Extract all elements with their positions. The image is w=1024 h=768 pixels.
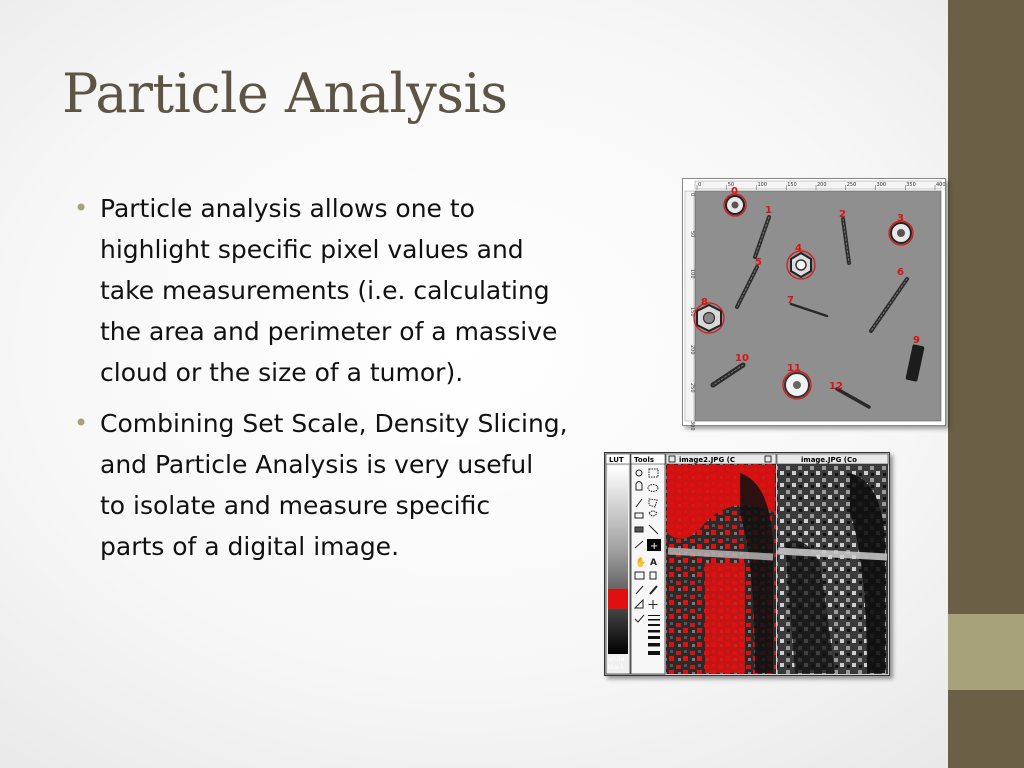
bullet-list — [72, 188, 612, 577]
ruler-label: 300 — [689, 421, 695, 431]
particle-label: 1 — [765, 205, 772, 216]
slide-title: Particle Analysis — [62, 62, 508, 125]
ruler-label: 50 — [689, 231, 695, 238]
particle-label: 5 — [755, 257, 762, 268]
bullet-line: Combining Set Scale, Density Slicing, — [100, 409, 568, 438]
particle-label: 8 — [701, 297, 708, 308]
ruler-label: 150 — [689, 307, 695, 317]
particle-washer — [785, 373, 809, 397]
ruler-label: 150 — [787, 182, 797, 188]
bullet-item — [72, 188, 612, 393]
bullet-text — [100, 403, 612, 567]
particle-image — [683, 179, 946, 431]
decorative-accent-square — [948, 614, 1024, 690]
window1-title: image2.JPG (C — [679, 456, 735, 464]
ruler-label: 100 — [689, 269, 695, 279]
bullet-dot-icon: • — [74, 409, 89, 437]
hand-tool-icon[interactable]: ✋ — [635, 558, 647, 568]
bullet-line: cloud or the size of a tumor). — [100, 358, 464, 387]
particle-analysis-figure — [682, 178, 946, 431]
ruler-label: 0 — [698, 182, 702, 188]
lut-label: LUT — [609, 456, 624, 464]
bullet-line: highlight specific pixel values and — [100, 235, 524, 264]
crosshair-tool-icon[interactable]: + — [650, 541, 659, 552]
particle-label: 7 — [787, 295, 794, 306]
bullet-item — [72, 403, 612, 567]
bullet-line: parts of a digital image. — [100, 532, 400, 561]
ruler-label: 200 — [689, 345, 695, 355]
fill-tool-icon[interactable] — [635, 527, 643, 532]
tools-label: Tools — [634, 456, 655, 464]
image-window-2 — [777, 454, 888, 674]
bullet-line: Particle analysis allows one to — [100, 194, 475, 223]
decorative-side-band — [948, 0, 1024, 768]
imagej-screenshot-figure — [604, 452, 890, 676]
lut-black-label: black — [608, 664, 624, 671]
tools-panel — [631, 454, 665, 674]
particle-label: 12 — [829, 381, 843, 392]
ruler-label: 0 — [689, 193, 695, 197]
image-window-1 — [666, 454, 776, 674]
ruler-label: 250 — [846, 182, 857, 188]
particle-label: 9 — [913, 335, 920, 346]
lut-white-label: white — [608, 656, 625, 663]
particle-label: 4 — [795, 243, 802, 254]
particle-washer — [891, 223, 911, 243]
particle-label: 2 — [839, 209, 846, 220]
particle-label: 11 — [787, 363, 801, 374]
particle-washer — [726, 196, 744, 214]
ruler-label: 100 — [757, 182, 768, 188]
bullet-line: take measurements (i.e. calculating — [100, 276, 550, 305]
particle-label: 6 — [897, 267, 904, 278]
bullet-line: and Particle Analysis is very useful — [100, 450, 534, 479]
imagej-screenshot — [605, 453, 889, 675]
bullet-line: to isolate and measure specific — [100, 491, 491, 520]
ruler-label: 50 — [727, 182, 735, 188]
ruler-label: 300 — [876, 182, 887, 188]
bullet-line: the area and perimeter of a massive — [100, 317, 558, 346]
ruler-label: 400 — [936, 182, 946, 188]
ruler-label: 250 — [689, 383, 695, 393]
ruler-label: 350 — [906, 182, 916, 188]
bullet-text — [100, 188, 612, 393]
particle-nut — [697, 305, 721, 331]
window2-title: image.JPG (Co — [801, 456, 857, 464]
particle-label: 0 — [731, 186, 738, 197]
particle-nut — [791, 253, 811, 277]
ruler-label: 200 — [817, 182, 827, 188]
bullet-dot-icon: • — [74, 194, 89, 222]
lut-panel — [606, 454, 630, 674]
text-tool-icon[interactable]: A — [650, 558, 657, 568]
particle-label: 10 — [735, 353, 749, 364]
particle-label: 3 — [897, 213, 904, 224]
